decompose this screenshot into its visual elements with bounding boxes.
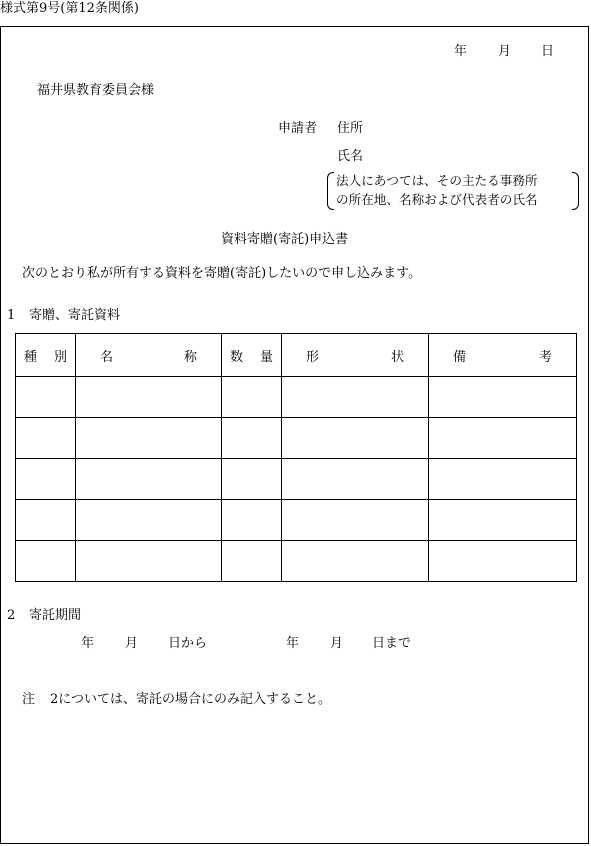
table-cell[interactable] — [222, 377, 282, 418]
intro-text: 次のとおり私が所有する資料を寄贈(寄託)したいので申し込みます。 — [22, 266, 422, 281]
table-cell[interactable] — [16, 459, 76, 500]
section2-label: 寄託期間 — [29, 608, 82, 623]
period-start-month: 月 — [125, 636, 139, 651]
period-end-day: 日まで — [372, 636, 412, 651]
date-month-label: 月 — [498, 44, 512, 59]
form-title: 資料寄贈(寄託)申込書 — [221, 232, 349, 247]
note-text: 2については、寄託の場合にのみ記入すること。 — [50, 692, 332, 707]
period-start-year: 年 — [81, 636, 95, 651]
table-cell[interactable] — [16, 500, 76, 541]
table-cell[interactable] — [222, 500, 282, 541]
note-label: 注 — [22, 692, 36, 707]
header-form: 形 状 — [282, 334, 429, 377]
table-cell[interactable] — [429, 541, 577, 582]
applicant-label: 申請者 — [278, 121, 318, 136]
table-row — [16, 541, 577, 582]
applicant-note-line1: 法人にあつては、その主たる事務所 — [336, 173, 538, 188]
table-cell[interactable] — [16, 541, 76, 582]
header-name: 名 称 — [76, 334, 222, 377]
note-bracket-left — [327, 172, 334, 210]
applicant-note-line2: の所在地、名称および代表者の氏名 — [336, 192, 538, 207]
date-day-label: 日 — [541, 44, 555, 59]
table-cell[interactable] — [429, 500, 577, 541]
period-end-year: 年 — [286, 636, 300, 651]
period-end-month: 月 — [330, 636, 344, 651]
table-cell[interactable] — [222, 541, 282, 582]
table-cell[interactable] — [282, 500, 429, 541]
table-cell[interactable] — [76, 418, 222, 459]
table-cell[interactable] — [282, 541, 429, 582]
section1-label: 寄贈、寄託資料 — [29, 308, 121, 323]
table-cell[interactable] — [429, 459, 577, 500]
table-cell[interactable] — [222, 459, 282, 500]
date-year-label: 年 — [454, 44, 468, 59]
table-cell[interactable] — [76, 459, 222, 500]
section2-number: 2 — [7, 608, 16, 623]
table-cell[interactable] — [16, 377, 76, 418]
table-row — [16, 418, 577, 459]
table-cell[interactable] — [76, 541, 222, 582]
table-cell[interactable] — [16, 418, 76, 459]
table-cell[interactable] — [222, 418, 282, 459]
note-bracket-right — [572, 172, 579, 210]
table-header-row — [16, 334, 577, 377]
header-remarks: 備 考 — [429, 334, 577, 377]
table-cell[interactable] — [282, 377, 429, 418]
table-row — [16, 377, 577, 418]
section1-number: 1 — [7, 308, 16, 323]
table-cell[interactable] — [76, 377, 222, 418]
table-cell[interactable] — [429, 377, 577, 418]
table-cell[interactable] — [429, 418, 577, 459]
applicant-address-label: 住所 — [337, 121, 364, 136]
table-row — [16, 459, 577, 500]
table-cell[interactable] — [282, 459, 429, 500]
addressee: 福井県教育委員会様 — [37, 83, 155, 98]
header-category: 種 別 — [16, 334, 76, 377]
header-quantity: 数 量 — [222, 334, 282, 377]
table-cell[interactable] — [76, 500, 222, 541]
materials-table — [15, 333, 577, 582]
applicant-name-label: 氏名 — [337, 149, 364, 164]
form-number-label: 様式第9号(第12条関係) — [0, 1, 139, 16]
table-cell[interactable] — [282, 418, 429, 459]
period-start-day: 日から — [168, 636, 208, 651]
table-row — [16, 500, 577, 541]
